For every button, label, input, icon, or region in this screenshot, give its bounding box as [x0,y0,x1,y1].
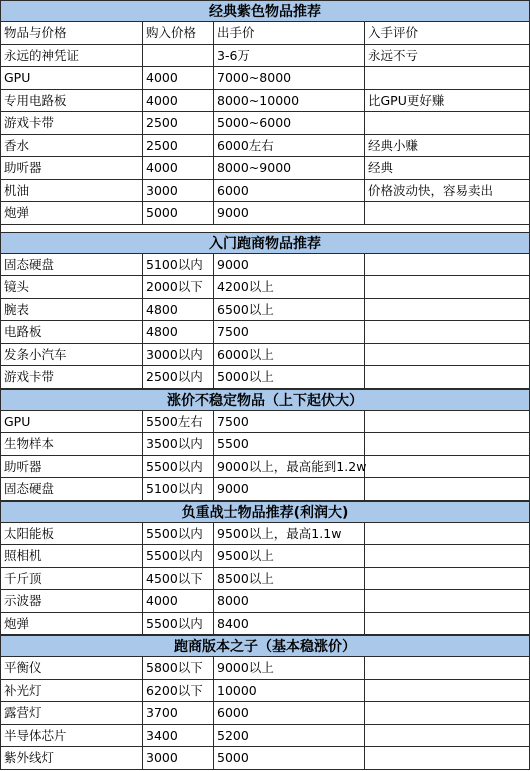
table-row [0,411,530,434]
item-name-cell[interactable]: 游戏卡带 [0,366,143,389]
buy-price-cell[interactable]: 2500 [143,112,214,135]
table-row [0,613,530,636]
sell-price-cell[interactable]: 6500以上 [214,299,365,322]
sell-price-cell[interactable]: 5000~6000 [214,112,365,135]
buy-price-cell[interactable]: 4800 [143,321,214,344]
buy-price-cell[interactable]: 5500以内 [143,613,214,636]
item-name-cell[interactable]: 太阳能板 [0,523,143,546]
comment-cell[interactable] [365,67,530,90]
buy-price-cell[interactable]: 2500以内 [143,366,214,389]
buy-price-cell[interactable]: 4800 [143,299,214,322]
sell-price-cell[interactable]: 9500以上，最高1.1w [214,523,365,546]
table-row [0,67,530,90]
table-row [0,456,530,479]
sell-price-cell[interactable]: 5000以上 [214,366,365,389]
comment-cell[interactable] [365,321,530,344]
buy-price-cell[interactable]: 4000 [143,67,214,90]
sell-price-cell[interactable]: 8000 [214,590,365,613]
table-row [0,702,530,725]
buy-price-cell[interactable]: 购入价格 [143,22,214,45]
comment-cell[interactable] [365,112,530,135]
buy-price-cell[interactable]: 3000以内 [143,344,214,367]
item-name-cell[interactable]: 永远的神凭证 [0,45,143,68]
sell-price-cell[interactable]: 3-6万 [214,45,365,68]
buy-price-cell[interactable]: 3400 [143,725,214,748]
comment-cell[interactable]: 价格波动快，容易卖出 [365,180,530,203]
table-row [0,680,530,703]
sell-price-cell[interactable]: 7500 [214,321,365,344]
buy-price-cell[interactable]: 5800以下 [143,657,214,680]
table-row [0,299,530,322]
comment-cell[interactable]: 入手评价 [365,22,530,45]
sell-price-cell[interactable]: 9000 [214,478,365,501]
comment-cell[interactable] [365,590,530,613]
comment-cell[interactable] [365,299,530,322]
comment-cell[interactable]: 经典 [365,157,530,180]
section-title[interactable]: 涨价不稳定物品（上下起伏大） [0,389,530,411]
item-name-cell[interactable]: 物品与价格 [0,22,143,45]
item-name-cell[interactable]: GPU [0,411,143,434]
table-row [0,135,530,158]
section-title[interactable]: 经典紫色物品推荐 [0,0,530,22]
buy-price-cell[interactable]: 5500左右 [143,411,214,434]
section-title[interactable]: 入门跑商物品推荐 [0,232,530,254]
item-name-cell[interactable]: 发条小汽车 [0,344,143,367]
sell-price-cell[interactable]: 8000~9000 [214,157,365,180]
table-row [0,523,530,546]
sell-price-cell[interactable]: 9000以上 [214,657,365,680]
buy-price-cell[interactable]: 5000 [143,202,214,225]
item-name-cell[interactable]: 补光灯 [0,680,143,703]
comment-cell[interactable] [365,202,530,225]
comment-cell[interactable]: 永远不亏 [365,45,530,68]
comment-cell[interactable] [365,680,530,703]
comment-cell[interactable] [365,478,530,501]
item-name-cell[interactable]: 香水 [0,135,143,158]
item-name-cell[interactable]: 半导体芯片 [0,725,143,748]
buy-price-cell[interactable]: 3700 [143,702,214,725]
buy-price-cell[interactable]: 5100以内 [143,478,214,501]
sell-price-cell[interactable]: 5200 [214,725,365,748]
comment-cell[interactable] [365,568,530,591]
comment-cell[interactable] [365,613,530,636]
table-row [0,180,530,203]
table-row [0,657,530,680]
sell-price-cell[interactable]: 7000~8000 [214,67,365,90]
sell-price-cell[interactable]: 9000 [214,202,365,225]
item-name-cell[interactable]: 固态硬盘 [0,478,143,501]
item-name-cell[interactable]: 助听器 [0,157,143,180]
buy-price-cell[interactable]: 4000 [143,590,214,613]
comment-cell[interactable]: 比GPU更好赚 [365,90,530,113]
table-row [0,366,530,389]
buy-price-cell[interactable]: 6200以下 [143,680,214,703]
comment-cell[interactable] [365,254,530,277]
table-row [0,545,530,568]
table-row [0,478,530,501]
sell-price-cell[interactable]: 7500 [214,411,365,434]
table-row [0,45,530,68]
table-row [0,725,530,748]
comment-cell[interactable]: 经典小赚 [365,135,530,158]
buy-price-cell[interactable]: 4000 [143,157,214,180]
sell-price-cell[interactable]: 10000 [214,680,365,703]
sell-price-cell[interactable]: 4200以上 [214,276,365,299]
table-row [0,590,530,613]
section-title[interactable]: 跑商版本之子（基本稳涨价） [0,635,530,657]
item-name-cell[interactable]: 千斤顶 [0,568,143,591]
section-4 [0,635,530,770]
item-name-cell[interactable]: 固态硬盘 [0,254,143,277]
sell-price-cell[interactable]: 6000 [214,180,365,203]
comment-cell[interactable] [365,747,530,770]
item-name-cell[interactable]: 紫外线灯 [0,747,143,770]
buy-price-cell[interactable]: 5500以内 [143,456,214,479]
sell-price-cell[interactable]: 8000~10000 [214,90,365,113]
buy-price-cell[interactable]: 5500以内 [143,545,214,568]
item-name-cell[interactable]: 腕表 [0,299,143,322]
table-row [0,157,530,180]
comment-cell[interactable] [365,411,530,434]
buy-price-cell[interactable]: 2000以下 [143,276,214,299]
table-row [0,22,530,45]
item-name-cell[interactable]: 游戏卡带 [0,112,143,135]
table-row [0,433,530,456]
table-row [0,276,530,299]
item-name-cell[interactable]: 机油 [0,180,143,203]
buy-price-cell[interactable]: 5500以内 [143,523,214,546]
table-row [0,254,530,277]
comment-cell[interactable] [365,366,530,389]
sell-price-cell[interactable]: 8500以上 [214,568,365,591]
sell-price-cell[interactable]: 6000以上 [214,344,365,367]
buy-price-cell[interactable] [143,45,214,68]
comment-cell[interactable] [365,344,530,367]
comment-cell[interactable] [365,725,530,748]
section-title[interactable]: 负重战士物品推荐(利润大) [0,501,530,523]
comment-cell[interactable] [365,433,530,456]
item-name-cell[interactable]: 电路板 [0,321,143,344]
table-row [0,321,530,344]
item-name-cell[interactable]: 炮弹 [0,202,143,225]
item-name-cell[interactable]: 生物样本 [0,433,143,456]
section-1 [0,232,530,389]
sell-price-cell[interactable]: 8400 [214,613,365,636]
item-name-cell[interactable]: 示波器 [0,590,143,613]
sell-price-cell[interactable]: 5000 [214,747,365,770]
table-row [0,202,530,225]
sell-price-cell[interactable]: 9500以上 [214,545,365,568]
table-row [0,568,530,591]
table-row [0,344,530,367]
buy-price-cell[interactable]: 5100以内 [143,254,214,277]
buy-price-cell[interactable]: 3000 [143,180,214,203]
table-row [0,90,530,113]
table-row [0,112,530,135]
section-2 [0,389,530,501]
section-3 [0,501,530,636]
item-name-cell[interactable]: 专用电路板 [0,90,143,113]
item-name-cell[interactable]: 炮弹 [0,613,143,636]
comment-cell[interactable] [365,456,530,479]
comment-cell[interactable] [365,657,530,680]
item-name-cell[interactable]: 镜头 [0,276,143,299]
item-name-cell[interactable]: 露营灯 [0,702,143,725]
comment-cell[interactable] [365,276,530,299]
buy-price-cell[interactable]: 3000 [143,747,214,770]
sell-price-cell[interactable]: 5500 [214,433,365,456]
empty-row [0,225,530,232]
comment-cell[interactable] [365,702,530,725]
sell-price-cell[interactable]: 9000 [214,254,365,277]
buy-price-cell[interactable]: 2500 [143,135,214,158]
buy-price-cell[interactable]: 4000 [143,90,214,113]
table-row [0,747,530,770]
sell-price-cell[interactable]: 6000 [214,702,365,725]
comment-cell[interactable] [365,523,530,546]
item-name-cell[interactable]: 助听器 [0,456,143,479]
buy-price-cell[interactable]: 3500以内 [143,433,214,456]
item-name-cell[interactable]: 平衡仪 [0,657,143,680]
sell-price-cell[interactable]: 9000以上，最高能到1.2w [214,456,365,479]
item-name-cell[interactable]: GPU [0,67,143,90]
sell-price-cell[interactable]: 6000左右 [214,135,365,158]
section-0 [0,0,530,232]
buy-price-cell[interactable]: 4500以下 [143,568,214,591]
item-name-cell[interactable]: 照相机 [0,545,143,568]
comment-cell[interactable] [365,545,530,568]
sell-price-cell[interactable]: 出手价 [214,22,365,45]
